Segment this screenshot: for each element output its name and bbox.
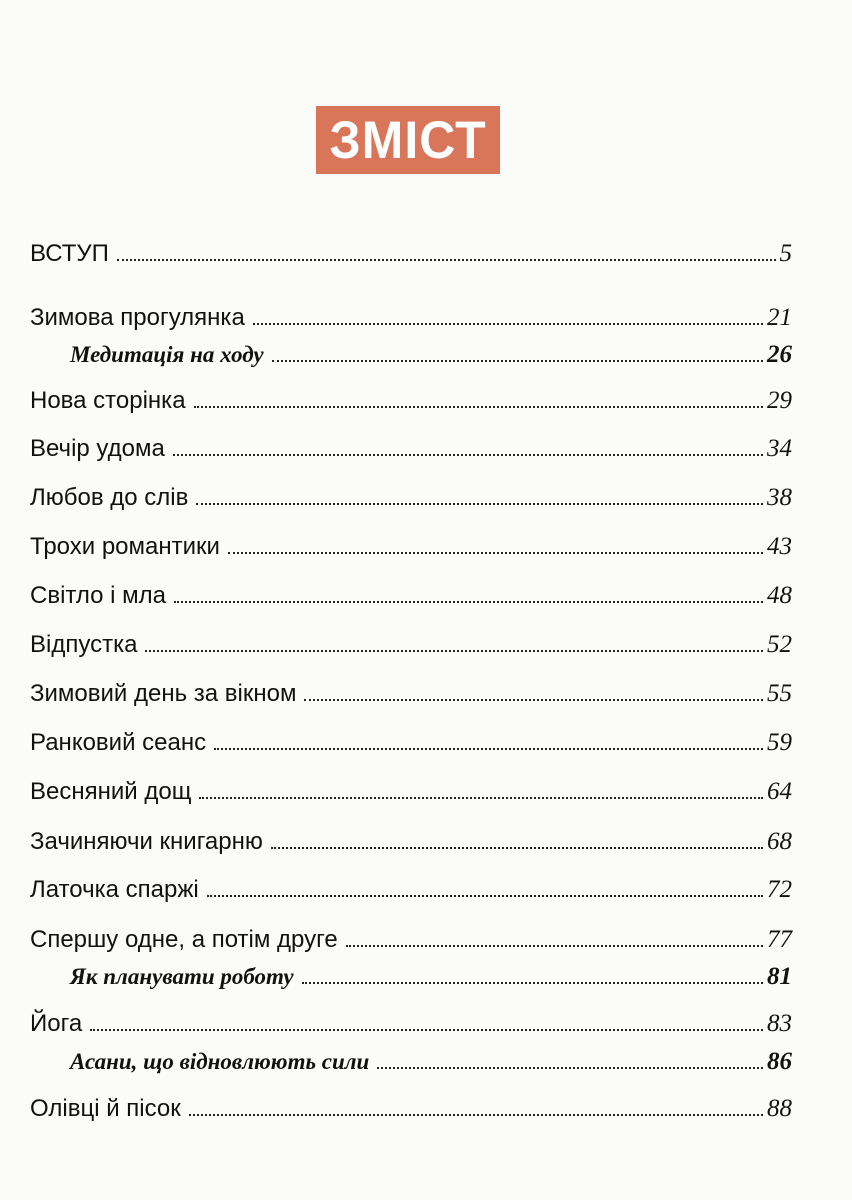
toc-subentry: [70, 963, 792, 991]
toc-entry: [30, 680, 792, 708]
contents-heading-box: [316, 106, 500, 174]
toc-entry-title: Відпустка: [30, 631, 138, 658]
dot-leader: [117, 258, 776, 261]
toc-entry-title: ВСТУП: [30, 240, 109, 267]
toc-entry-title: Спершу одне, а потім друге: [30, 926, 338, 953]
toc-entry-title: Весняний дощ: [30, 778, 192, 805]
dot-leader: [145, 649, 763, 652]
toc-entry-title: Медитація на ходу: [70, 342, 264, 367]
dot-leader: [189, 1113, 763, 1116]
dot-leader: [346, 944, 763, 947]
toc-entry: [30, 533, 792, 561]
toc-page-number: 43: [767, 533, 792, 560]
toc-entry: [30, 1095, 792, 1123]
toc-page-number: 81: [767, 963, 792, 990]
toc-entry: [30, 926, 792, 954]
toc-subentry: [70, 1048, 792, 1076]
toc-entry: [30, 778, 792, 806]
toc-page-number: 88: [767, 1095, 792, 1122]
toc-entry-title: Зачиняючи книгарню: [30, 828, 263, 855]
toc-page-number: 83: [767, 1010, 792, 1037]
toc-entry-title: Ранковий сеанс: [30, 729, 207, 756]
toc-entry-title: Вечір удома: [30, 435, 165, 462]
toc-entry: [30, 631, 792, 659]
dot-leader: [272, 359, 763, 362]
toc-page-number: 29: [767, 387, 792, 414]
toc-entry: [30, 240, 792, 268]
toc-entry-title: Любов до слів: [30, 484, 189, 511]
toc-entry-title: Олівці й пісок: [30, 1095, 181, 1122]
dot-leader: [173, 453, 763, 456]
dot-leader: [271, 846, 763, 849]
toc-entry-title: Світло і мла: [30, 582, 167, 609]
toc-subentry: [70, 341, 792, 369]
dot-leader: [90, 1028, 763, 1031]
dot-leader: [304, 698, 763, 701]
toc-page-number: 21: [767, 304, 792, 331]
toc-page-number: 86: [767, 1048, 792, 1075]
toc-page-number: 68: [767, 828, 792, 855]
toc-entry: [30, 582, 792, 610]
contents-heading: ЗМІСТ: [329, 110, 487, 170]
toc-page-number: 5: [779, 240, 792, 267]
toc-entry-title: Трохи романтики: [30, 533, 220, 560]
toc-page-number: 38: [767, 484, 792, 511]
toc-page-number: 26: [767, 341, 792, 368]
dot-leader: [174, 600, 763, 603]
toc-entry-title: Нова сторінка: [30, 387, 186, 414]
dot-leader: [194, 405, 763, 408]
dot-leader: [302, 981, 763, 984]
toc-entry-title: Зимова прогулянка: [30, 304, 245, 331]
toc-page-number: 34: [767, 435, 792, 462]
toc-page-number: 72: [767, 876, 792, 903]
toc-entry: [30, 1010, 792, 1038]
dot-leader: [207, 894, 763, 897]
toc-page-number: 59: [767, 729, 792, 756]
toc-entry-title: Зимовий день за вікном: [30, 680, 297, 707]
toc-page-number: 55: [767, 680, 792, 707]
dot-leader: [228, 551, 763, 554]
toc-page-number: 52: [767, 631, 792, 658]
toc-entry: [30, 484, 792, 512]
toc-page-number: 48: [767, 582, 792, 609]
toc-entry-title: Йога: [30, 1010, 83, 1037]
toc-entry-title: Як планувати роботу: [70, 964, 294, 989]
toc-entry: [30, 304, 792, 332]
toc-entry-title: Латочка спаржі: [30, 876, 199, 903]
dot-leader: [253, 322, 763, 325]
toc-entry: [30, 435, 792, 463]
dot-leader: [196, 502, 763, 505]
toc-page-number: 77: [767, 926, 792, 953]
dot-leader: [199, 796, 763, 799]
toc-page-number: 64: [767, 778, 792, 805]
toc-entry-title: Асани, що відновлюють сили: [70, 1049, 370, 1074]
dot-leader: [377, 1066, 763, 1069]
toc-entry: [30, 387, 792, 415]
toc-entry: [30, 729, 792, 757]
toc-entry: [30, 876, 792, 904]
dot-leader: [214, 747, 763, 750]
toc-entry: [30, 828, 792, 856]
